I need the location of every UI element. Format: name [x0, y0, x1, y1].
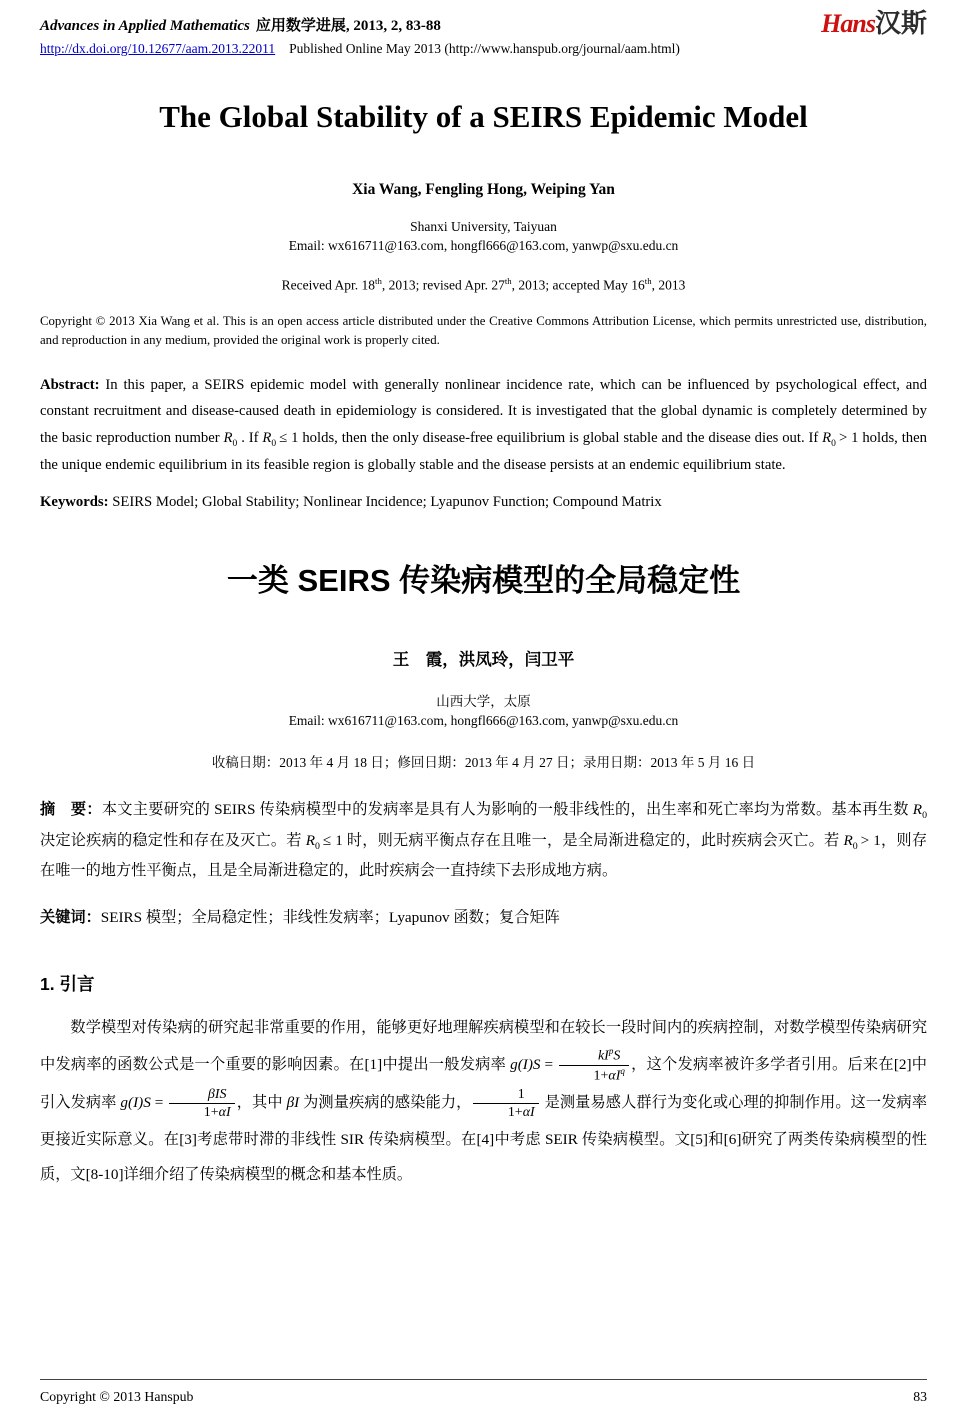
- keywords-text: SEIRS Model; Global Stability; Nonlinear Incidence; Lyapunov Function; Compound Matrix: [108, 494, 662, 511]
- abstract-text: 本文主要研究的 SEIRS 传染病模型中的发病率是具有人为影响的一般非线性的，出生率和死亡率均为常数。基本再生数: [101, 801, 913, 819]
- footer-copyright: Copyright © 2013 Hanspub: [40, 1389, 194, 1404]
- submission-dates-zh: 收稿日期：2013 年 4 月 18 日；修回日期：2013 年 4 月 27 日；录用日期：2013 年 5 月 16 日: [211, 755, 756, 771]
- math-R0: $R_0$: [912, 801, 927, 822]
- received-text: Received Apr. 18: [281, 277, 376, 293]
- received-text: , 2013; revised Apr. 27: [381, 277, 505, 293]
- inhibition-fraction: [471, 1086, 540, 1121]
- keywords-label: Keywords:: [40, 494, 109, 511]
- intro-text: 为测量疾病的感染能力，: [299, 1094, 472, 1112]
- abstract-text: 决定论疾病的稳定性和存在及灭亡。若: [40, 831, 306, 849]
- abstract-text: holds, then the unique endemic equilibrium in its feasible region is globally stable and the disease persists at an endemic equilibrium state.: [40, 429, 927, 473]
- intro-text: 是测量易感人群行为变化或心理的抑制作用。这一发病率更接近实际意义。在[3]考虑带时滞的非线性 SIR 传染病模型。在[4]中考虑 SEIR 传染病模型。文[5]和[6]研究了两类传染病模型的性质，文[8-10]详细介绍了传染病模型的概念和基本性质。: [40, 1094, 928, 1184]
- abstract-text: In this paper, a SEIRS epidemic model with generally nonlinear incidence rate, which can be influenced by psychological effect, and constant recruitment and disease-caused death in epidemiology is considered. It is investigated that the global dynamic is completely determined by the basic reproduction number: [40, 376, 927, 446]
- affiliation-zh: 山西大学，太原: [436, 694, 531, 710]
- hans-logo-zh: 汉斯: [874, 8, 927, 38]
- math-relation-gt1: > 1: [860, 831, 881, 849]
- abstract-text: holds, then the only disease-free equilibrium is global stable and the disease dies out. If: [298, 429, 823, 446]
- math-R0: $R_0$: [822, 429, 836, 449]
- email-line-en: Email: wx616711@163.com, hongfl666@163.com, yanwp@sxu.edu.cn: [288, 238, 679, 253]
- keywords-line-en: [40, 494, 927, 511]
- intro-text: ，这个发病率被许多学者引用。后来在[2]中引入发病率: [40, 1055, 927, 1112]
- section-1-heading: 1. 引言: [40, 973, 95, 994]
- received-text: , 2013; accepted May 16: [511, 277, 645, 293]
- authors-zh: 王 霞，洪凤玲，闫卫平: [392, 650, 575, 670]
- introduction-paragraph: [40, 1010, 927, 1193]
- hans-logo: [821, 10, 927, 37]
- article-title-en: The Global Stability of a SEIRS Epidemic Model: [159, 99, 808, 134]
- page-footer: [40, 1379, 927, 1405]
- fraction: $\frac{kI^pS}{1+\alpha I^q}$: [559, 1046, 629, 1085]
- doi-line: [40, 41, 927, 57]
- article-title-zh: 一类 SEIRS 传染病模型的全局稳定性: [226, 563, 741, 599]
- hans-logo-text: Hans: [821, 9, 875, 38]
- math-R0: $R_0$: [262, 429, 277, 449]
- abstract-text: 时，则无病平衡点存在且唯一，是全局渐进稳定的，此时疾病会灭亡。若: [342, 831, 844, 849]
- keywords-text: SEIRS 模型；全局稳定性；非线性发病率；Lyapunov 函数；复合矩阵: [100, 908, 560, 926]
- journal-header: [40, 10, 927, 37]
- intro-text: ，其中: [236, 1094, 287, 1112]
- received-text: , 2013: [651, 277, 686, 293]
- math-relation-le1: ≤ 1: [322, 831, 343, 849]
- abstract-paragraph-en: [40, 372, 927, 479]
- general-incidence-formula: g(I)S = $\frac{kI^pS}{1+\alpha I^q}$: [510, 1056, 631, 1073]
- abstract-text: . If: [237, 429, 263, 446]
- page-number: 83: [913, 1389, 927, 1404]
- math-relation-le1: ≤ 1: [279, 429, 299, 446]
- intro-text: 数学模型对传染病的研究起非常重要的作用，能够更好地理解疾病模型和在较长一段时间内的疾病控制，对数学模型传染病研究中发病率的函数公式是一个重要的影响因素。在[1]中提出一般发病率: [40, 1019, 927, 1073]
- email-line-zh: Email: wx616711@163.com, hongfl666@163.com, yanwp@sxu.edu.cn: [288, 713, 679, 729]
- ordinal-suffix: th: [375, 276, 382, 286]
- doi-link[interactable]: http://dx.doi.org/10.12677/aam.2013.22011: [40, 41, 276, 56]
- math-R0: $R_0$: [305, 831, 320, 852]
- journal-name-line: [40, 10, 441, 35]
- abstract-paragraph-zh: [40, 795, 927, 885]
- abstract-label-zh: 摘 要：: [40, 801, 102, 819]
- journal-name-zh: 应用数学进展, 2013, 2, 83-88: [255, 18, 441, 34]
- saturated-incidence-formula: g(I)S = $\frac{\text{βIS}}{1+\alpha I}$: [120, 1094, 236, 1111]
- ordinal-suffix: th: [644, 276, 652, 286]
- published-info: Published Online May 2013 (http://www.hanspub.org/journal/aam.html): [289, 41, 680, 56]
- journal-name-en: Advances in Applied Mathematics: [40, 18, 250, 34]
- math-beta-I: βI: [286, 1094, 300, 1112]
- keywords-line-zh: [40, 906, 927, 927]
- authors-en: Xia Wang, Fengling Hong, Weiping Yan: [352, 181, 615, 198]
- fraction: $\frac{\text{βIS}}{1+\alpha I}$: [169, 1086, 234, 1122]
- affiliation-en: Shanxi University, Taiyuan: [410, 219, 557, 234]
- keywords-label-zh: 关键词：: [40, 908, 101, 926]
- math-R0: $R_0$: [223, 429, 238, 449]
- fraction: $\frac{1}{1+\alpha I}$: [473, 1086, 538, 1122]
- abstract-text: ，则存在唯一的地方性平衡点，且是全局渐进稳定的，此时疾病会一直持续下去形成地方病。: [40, 831, 928, 879]
- math-relation-gt1: > 1: [838, 429, 859, 446]
- abstract-label: Abstract:: [40, 376, 100, 393]
- math-R0: $R_0$: [843, 831, 858, 852]
- ordinal-suffix: th: [504, 276, 512, 286]
- copyright-notice: Copyright © 2013 Xia Wang et al. This is an open access article distributed under the Creative Commons Attribution License, which permits unrestricted use, distribution, and reproduction in any medium, provided the original work is properly cited.: [40, 313, 927, 347]
- received-dates: [40, 276, 927, 294]
